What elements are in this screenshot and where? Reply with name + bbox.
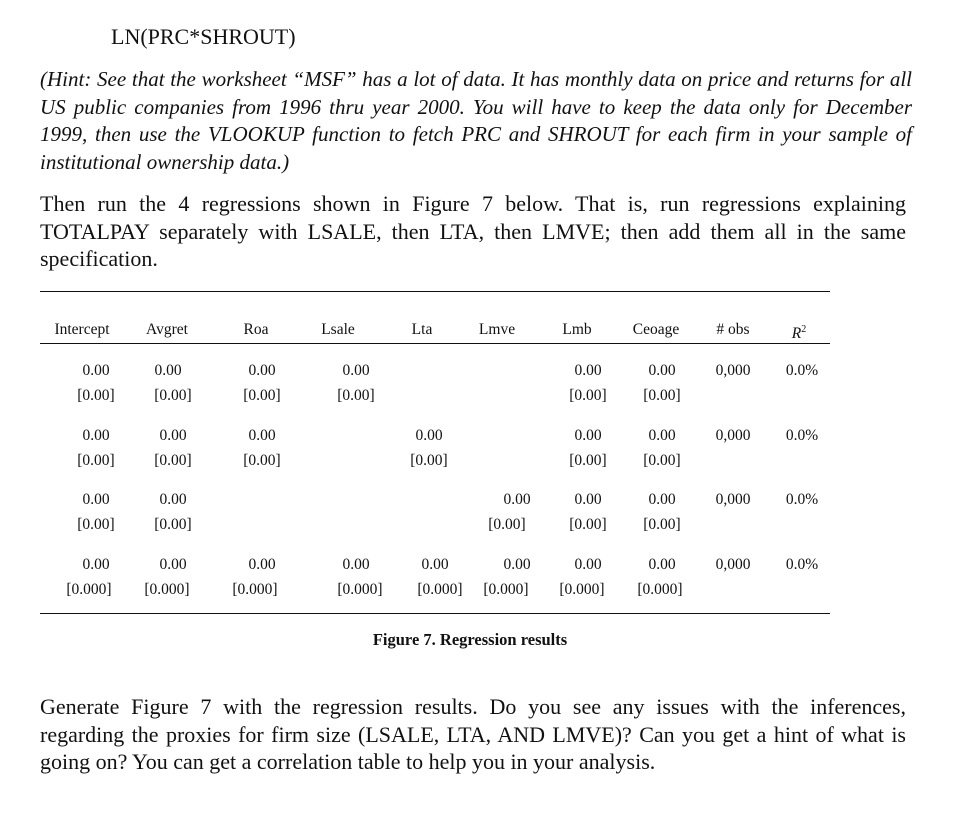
header-lmve: Lmve bbox=[478, 321, 516, 338]
header-ceoage: Ceoage bbox=[632, 321, 680, 338]
stderr-row4-ceoage: [0.000] bbox=[637, 581, 683, 598]
stderr-row2-intercept: [0.00] bbox=[77, 452, 115, 469]
coef-row4-intercept: 0.00 bbox=[82, 556, 110, 573]
header-lsale: Lsale bbox=[321, 321, 355, 338]
stderr-row4-lsale: [0.000] bbox=[337, 581, 383, 598]
coef-row4-obs: 0,000 bbox=[715, 556, 751, 573]
stderr-row2-lmb: [0.00] bbox=[569, 452, 607, 469]
coef-row1-avgret: 0.00 bbox=[154, 362, 182, 379]
section-heading: LN(PRC*SHROUT) bbox=[111, 24, 296, 49]
stderr-row4-roa: [0.000] bbox=[232, 581, 278, 598]
stderr-row2-lta: [0.00] bbox=[410, 452, 448, 469]
coef-row1-ceoage: 0.00 bbox=[648, 362, 676, 379]
r-symbol: R bbox=[791, 325, 802, 342]
coef-row1-roa: 0.00 bbox=[248, 362, 276, 379]
coef-row2-intercept: 0.00 bbox=[82, 427, 110, 444]
stderr-row1-lsale: [0.00] bbox=[337, 387, 375, 404]
coef-row3-lmb: 0.00 bbox=[574, 491, 602, 508]
stderr-row4-avgret: [0.000] bbox=[144, 581, 190, 598]
header-lta: Lta bbox=[411, 321, 433, 338]
coef-row4-lta: 0.00 bbox=[421, 556, 449, 573]
coef-row3-ceoage: 0.00 bbox=[648, 491, 676, 508]
coef-row1-lmb: 0.00 bbox=[574, 362, 602, 379]
coef-row3-r2: 0.0% bbox=[785, 491, 819, 508]
coef-row4-roa: 0.00 bbox=[248, 556, 276, 573]
header-obs: # obs bbox=[716, 321, 750, 338]
instruction-paragraph: Then run the 4 regressions shown in Figure 7 below. That is, run regressions explaining TOTALPAY separately with LSALE, then LTA, then LMVE; then add them all in the same specification. bbox=[40, 191, 906, 271]
coef-row2-lmb: 0.00 bbox=[574, 427, 602, 444]
header-roa: Roa bbox=[243, 321, 269, 338]
coef-row1-intercept: 0.00 bbox=[82, 362, 110, 379]
coef-row3-intercept: 0.00 bbox=[82, 491, 110, 508]
coef-row4-avgret: 0.00 bbox=[159, 556, 187, 573]
coef-row3-lmve: 0.00 bbox=[503, 491, 531, 508]
stderr-row1-intercept: [0.00] bbox=[77, 387, 115, 404]
stderr-row4-lmb: [0.000] bbox=[559, 581, 605, 598]
stderr-row3-intercept: [0.00] bbox=[77, 516, 115, 533]
stderr-row2-avgret: [0.00] bbox=[154, 452, 192, 469]
coef-row4-lmb: 0.00 bbox=[574, 556, 602, 573]
stderr-row3-lmb: [0.00] bbox=[569, 516, 607, 533]
stderr-row3-lmve: [0.00] bbox=[488, 516, 526, 533]
coef-row4-lmve: 0.00 bbox=[503, 556, 531, 573]
stderr-row3-ceoage: [0.00] bbox=[643, 516, 681, 533]
stderr-row1-avgret: [0.00] bbox=[154, 387, 192, 404]
figure-caption: Figure 7. Regression results bbox=[372, 630, 568, 649]
table-bottom-rule bbox=[40, 613, 830, 614]
stderr-row4-lmve: [0.000] bbox=[483, 581, 529, 598]
coef-row2-r2: 0.0% bbox=[785, 427, 819, 444]
stderr-row1-roa: [0.00] bbox=[243, 387, 281, 404]
coef-row2-obs: 0,000 bbox=[715, 427, 751, 444]
question-paragraph: Generate Figure 7 with the regression results. Do you see any issues with the inferences, regarding the proxies for firm size (LSALE, LTA, AND LMVE)? Can you get a hint of what is going on? You can get a correlation table to help you in your analysis. bbox=[40, 694, 906, 774]
stderr-row2-ceoage: [0.00] bbox=[643, 452, 681, 469]
r-superscript: 2 bbox=[801, 324, 807, 335]
stderr-row2-roa: [0.00] bbox=[243, 452, 281, 469]
stderr-row4-intercept: [0.000] bbox=[66, 581, 112, 598]
hint-paragraph: (Hint: See that the worksheet “MSF” has a lot of data. It has monthly data on price and returns for all US public companies from 1996 thru year 2000. You will have to keep the data only for December 1999, then use the VLOOKUP function to fetch PRC and SHROUT for each firm in your sample of institutional ownership data.) bbox=[40, 67, 912, 174]
stderr-row1-ceoage: [0.00] bbox=[643, 387, 681, 404]
coef-row3-avgret: 0.00 bbox=[159, 491, 187, 508]
stderr-row1-lmb: [0.00] bbox=[569, 387, 607, 404]
header-intercept: Intercept bbox=[54, 321, 110, 338]
header-lmb: Lmb bbox=[562, 321, 592, 338]
stderr-row3-avgret: [0.00] bbox=[154, 516, 192, 533]
coef-row2-roa: 0.00 bbox=[248, 427, 276, 444]
coef-row1-r2: 0.0% bbox=[785, 362, 819, 379]
coef-row1-lsale: 0.00 bbox=[342, 362, 370, 379]
header-r-squared bbox=[792, 321, 806, 343]
stderr-row4-lta: [0.000] bbox=[417, 581, 463, 598]
table-header-rule bbox=[40, 343, 830, 344]
coef-row2-avgret: 0.00 bbox=[159, 427, 187, 444]
header-avgret: Avgret bbox=[146, 321, 188, 338]
coef-row2-ceoage: 0.00 bbox=[648, 427, 676, 444]
coef-row4-r2: 0.0% bbox=[785, 556, 819, 573]
coef-row2-lta: 0.00 bbox=[415, 427, 443, 444]
coef-row4-lsale: 0.00 bbox=[342, 556, 370, 573]
coef-row3-obs: 0,000 bbox=[715, 491, 751, 508]
coef-row4-ceoage: 0.00 bbox=[648, 556, 676, 573]
table-top-rule bbox=[40, 291, 830, 292]
coef-row1-obs: 0,000 bbox=[715, 362, 751, 379]
